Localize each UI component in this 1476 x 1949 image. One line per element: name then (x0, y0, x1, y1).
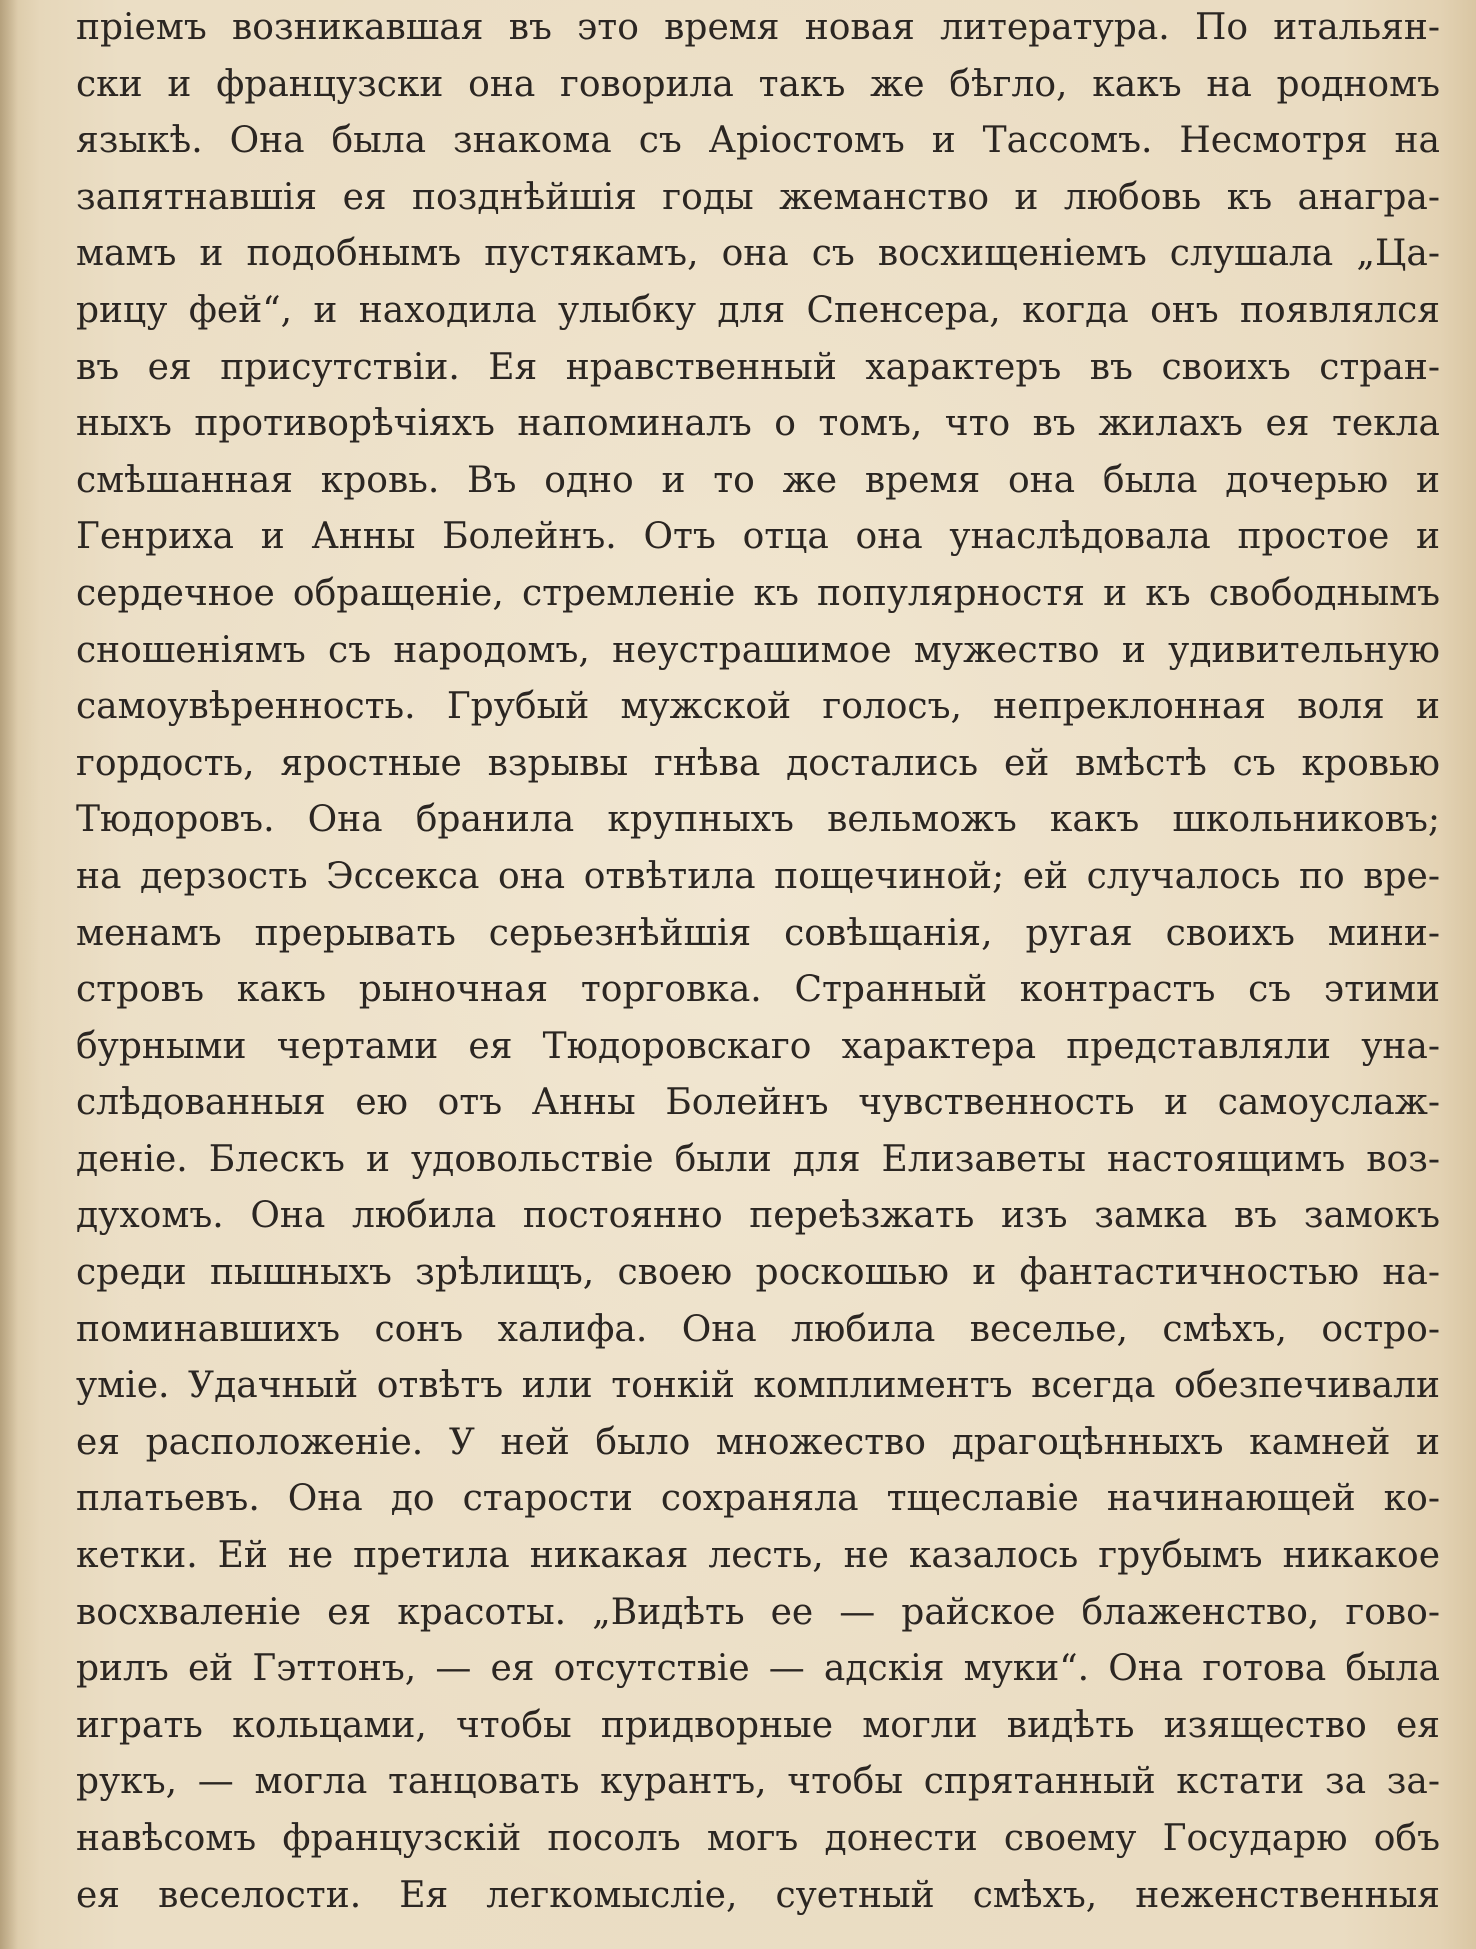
text-line: рицу фей“, и находила улыбку для Спенсера, когда онъ появлялся (76, 289, 1440, 331)
text-line: поминавшихъ сонъ халифа. Она любила веселье, смѣхъ, остро- (76, 1308, 1440, 1350)
text-line: самоувѣренность. Грубый мужской голосъ, непреклонная воля и (76, 686, 1440, 728)
text-line: восхваленіе ея красоты. „Видѣть ее — райское блаженство, гово- (76, 1591, 1440, 1633)
text-line: ея веселости. Ея легкомысліе, суетный смѣхъ, неженственныя (76, 1874, 1440, 1916)
text-line: навѣсомъ французскій посолъ могъ донести своему Государю объ (76, 1818, 1440, 1859)
text-line: кетки. Ей не претила никакая лесть, не казалось грубымъ никакое (76, 1535, 1440, 1577)
text-line: языкѣ. Она была знакома съ Аріостомъ и Тассомъ. Несмотря на (76, 120, 1440, 162)
text-line: рукъ, — могла танцовать курантъ, чтобы спрятанный кстати за за- (76, 1761, 1440, 1803)
text-line: смѣшанная кровь. Въ одно и то же время она была дочерью и (76, 459, 1440, 501)
text-line: запятнавшія ея позднѣйшія годы жеманство и любовь къ анагра- (76, 176, 1440, 218)
text-line: бурными чертами ея Тюдоровскаго характера представляли уна- (76, 1025, 1440, 1067)
text-line: Генриха и Анны Болейнъ. Отъ отца она унаслѣдовала простое и (76, 516, 1440, 558)
text-line: менамъ прерывать серьезнѣйшія совѣщанія, ругая своихъ мини- (76, 912, 1440, 954)
text-line: слѣдованныя ею отъ Анны Болейнъ чувственность и самоуслаж- (76, 1082, 1440, 1124)
text-line: въ ея присутствіи. Ея нравственный характеръ въ своихъ стран- (76, 346, 1440, 388)
text-line: Тюдоровъ. Она бранила крупныхъ вельможъ какъ школьниковъ; (76, 799, 1440, 841)
text-line: ски и французски она говорила такъ же бѣгло, какъ на родномъ (76, 63, 1440, 105)
text-line: платьевъ. Она до старости сохраняла тщеславіе начинающей ко- (76, 1478, 1440, 1520)
text-line: сердечное обращеніе, стремленіе къ популярностя и къ свободнымъ (76, 572, 1440, 614)
text-line: уміе. Удачный отвѣтъ или тонкій комплиментъ всегда обезпечивали (76, 1365, 1440, 1407)
text-line: духомъ. Она любила постоянно переѣзжать изъ замка въ замокъ (76, 1195, 1440, 1237)
text-line: ныхъ противорѣчіяхъ напоминалъ о томъ, что въ жилахъ ея текла (76, 403, 1440, 445)
page-fold-shadow (0, 0, 18, 1949)
text-line: ея расположеніе. У ней было множество драгоцѣнныхъ камней и (76, 1421, 1440, 1463)
text-line: играть кольцами, чтобы придворные могли видѣть изящество ея (76, 1704, 1440, 1746)
text-line: сношеніямъ съ народомъ, неустрашимое мужество и удивительную (76, 629, 1440, 671)
text-line: рилъ ей Гэттонъ, — ея отсутствіе — адскія муки“. Она готова была (76, 1648, 1440, 1690)
text-line: гордость, яростные взрывы гнѣва достались ей вмѣстѣ съ кровью (76, 742, 1440, 784)
text-line: на дерзость Эссекса она отвѣтила пощечиной; ей случалось по вре- (76, 855, 1440, 897)
text-line: пріемъ возникавшая въ это время новая литература. По итальян- (76, 7, 1440, 48)
text-line: среди пышныхъ зрѣлищъ, своею роскошью и фантастичностью на- (76, 1252, 1440, 1294)
text-line: стровъ какъ рыночная торговка. Странный контрастъ съ этими (76, 969, 1440, 1011)
text-line: мамъ и подобнымъ пустякамъ, она съ восхищеніемъ слушала „Ца- (76, 233, 1440, 275)
text-line: деніе. Блескъ и удовольствіе были для Елизаветы настоящимъ воз- (76, 1138, 1440, 1180)
body-text (76, 0, 1440, 1924)
